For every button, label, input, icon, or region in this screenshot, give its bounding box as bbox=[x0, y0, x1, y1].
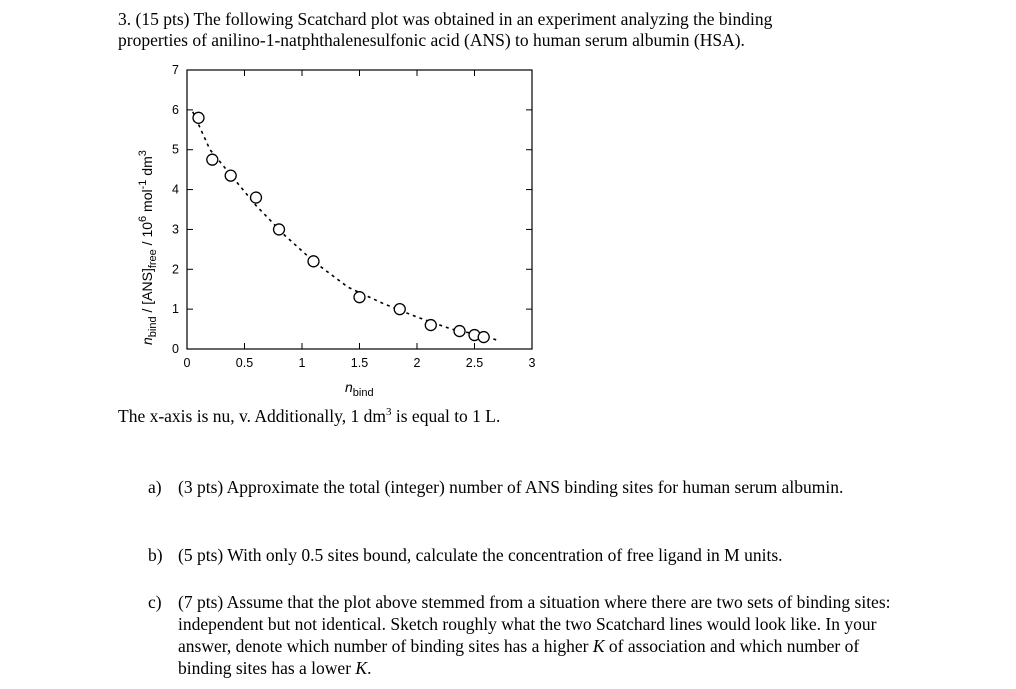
data-point bbox=[394, 304, 405, 315]
y-tick-labels bbox=[172, 63, 179, 356]
y-tick-label: 6 bbox=[172, 102, 179, 117]
question-points: (15 pts) bbox=[135, 9, 190, 29]
y-tick-label: 2 bbox=[172, 262, 179, 277]
y-tick-label: 0 bbox=[172, 342, 179, 356]
part-b-text: With only 0.5 sites bound, calculate the concentration of free ligand in M units. bbox=[227, 545, 783, 565]
part-a-text: Approximate the total (integer) number of ANS binding sites for human serum albumin. bbox=[226, 477, 844, 497]
part-a bbox=[148, 476, 908, 498]
question-intro-line1: The following Scatchard plot was obtained in an experiment analyzing the binding bbox=[193, 9, 773, 29]
data-point bbox=[425, 320, 436, 331]
data-point bbox=[251, 192, 262, 203]
y-tick-label: 3 bbox=[172, 222, 179, 237]
part-c-points: (7 pts) bbox=[178, 592, 224, 612]
part-c-label: c) bbox=[148, 592, 162, 612]
data-points bbox=[193, 112, 489, 342]
data-point bbox=[225, 170, 236, 181]
y-axis-title: $n_{bind} / [ANS]_{free} / 10^6$ mol$^{-1}$ $dm^3$ bbox=[137, 150, 159, 345]
part-c bbox=[148, 591, 908, 679]
data-point bbox=[354, 292, 365, 303]
x-tick-label: 1.5 bbox=[350, 356, 369, 370]
x-tick-label: 3 bbox=[528, 356, 536, 370]
x-tick-label: 0.5 bbox=[235, 356, 254, 370]
y-tick-label: 5 bbox=[172, 142, 179, 157]
figure-caption: The x-axis is nu, v. Additionally, 1 $dm^3$ is equal to 1 L. bbox=[118, 406, 501, 426]
data-point bbox=[454, 326, 465, 337]
y-tick-label: 7 bbox=[172, 63, 179, 77]
question-intro-line2: properties of anilino-1-natphthalenesulfonic acid (ANS) to human serum albumin (HSA). bbox=[118, 30, 745, 50]
x-tick-label: 2.5 bbox=[465, 356, 484, 370]
question-number: 3. bbox=[118, 9, 132, 29]
plot-frame bbox=[187, 70, 532, 349]
part-a-label: a) bbox=[148, 477, 162, 497]
part-a-points: (3 pts) bbox=[178, 477, 224, 497]
x-tick-label: 1 bbox=[298, 356, 306, 370]
data-point bbox=[478, 332, 489, 343]
part-c-text: Assume that the plot above stemmed from a situation where there are two sets of binding sites: independent but not identical. Sketch roughly what the two Scatchard lines would look like. In your answer, denote which number of binding sites has a higher K of association and which number of binding sites has a lower K. bbox=[178, 592, 891, 678]
fit-curve bbox=[193, 112, 498, 340]
tick-marks bbox=[187, 70, 532, 349]
data-point bbox=[308, 256, 319, 267]
x-tick-label: 2 bbox=[413, 356, 421, 370]
x-tick-label: 0 bbox=[183, 356, 191, 370]
part-b-label: b) bbox=[148, 545, 163, 565]
data-point bbox=[274, 224, 285, 235]
data-point bbox=[207, 154, 218, 165]
data-point bbox=[193, 112, 204, 123]
x-tick-labels bbox=[184, 356, 536, 370]
y-tick-label: 1 bbox=[172, 302, 179, 317]
part-b-points: (5 pts) bbox=[178, 545, 224, 565]
x-axis-title: $n_{bind}$ bbox=[345, 379, 374, 399]
part-b bbox=[148, 544, 908, 566]
y-tick-label: 4 bbox=[172, 182, 179, 197]
